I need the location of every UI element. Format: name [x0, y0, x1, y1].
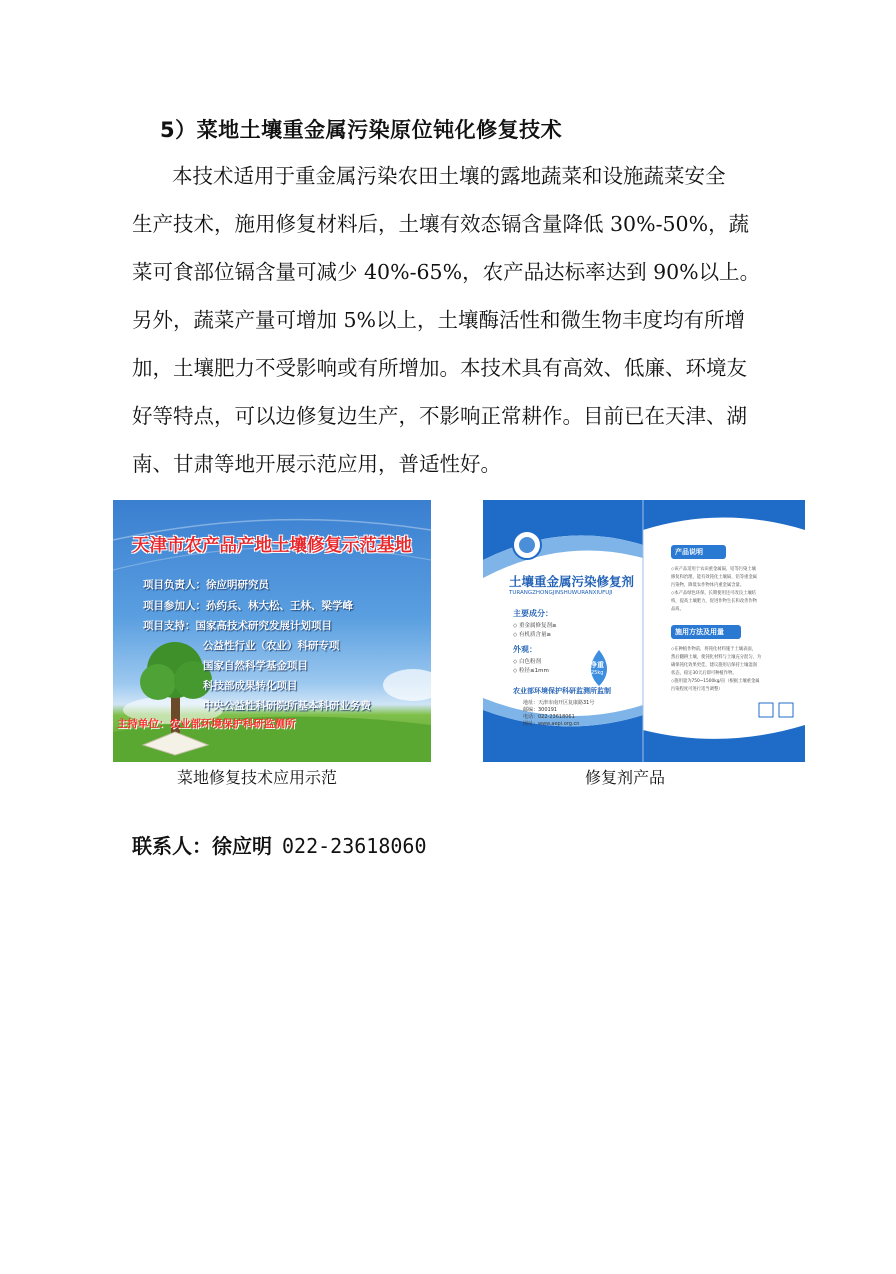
usage-line: 状态，稳定30天后即可种植作物。	[671, 671, 737, 676]
paragraph-line: 另外，蔬菜产量可增加 5%以上，土壤酶活性和微生物丰度均有所增	[132, 308, 746, 332]
ingredient-item: ◇ 重金属修复剂≥	[513, 623, 557, 629]
sign-line: 项目参加人：孙约兵、林大松、王林、梁学峰	[143, 600, 353, 612]
description-line: ◇该产品适用于农田重金属镉、铅等污染土壤	[671, 567, 756, 572]
sign-title: 天津市农产品产地土壤修复示范基地	[132, 536, 412, 556]
usage-line: 确保钝化效果更佳，建议施用后保持土壤湿润	[671, 663, 757, 668]
address-line: 地址：天津市南开区复康路31号	[523, 700, 595, 706]
appearance-label: 外观：	[513, 645, 537, 654]
paragraph-line: 好等特点，可以边修复边生产，不影响正常耕作。目前已在天津、湖	[132, 404, 747, 428]
sign-line: 项目支持：国家高技术研究发展计划项目	[143, 620, 332, 632]
paragraph-line: 本技术适用于重金属污染农田土壤的露地蔬菜和设施蔬菜安全	[172, 164, 726, 188]
sign-line: 公益性行业（农业）科研专项	[203, 640, 340, 652]
address-line: 邮编：300191	[523, 707, 558, 713]
address-line: 电话：022-23618061	[523, 714, 575, 720]
ingredient-item: ◇ 有机质含量≥	[513, 632, 552, 638]
paragraph-line: 南、甘肃等地开展示范应用，普适性好。	[132, 452, 501, 476]
product-description-title: 产品说明	[675, 548, 703, 556]
demo-base-photo	[113, 500, 431, 762]
usage-line: ◇在种植作物前，将钝化材料施于土壤表面，	[671, 647, 756, 652]
description-line: 污染物，降低农作物体内重金属含量。	[671, 583, 745, 588]
usage-title: 施用方法及用量	[675, 628, 724, 636]
net-weight-value: 25kg	[591, 670, 604, 676]
usage-line: 然后翻耕土壤，使钝化材料与土壤充分混匀，为	[671, 655, 762, 660]
paragraph-line: 加，土壤肥力不受影响或有所增加。本技术具有高效、低廉、环境友	[132, 356, 747, 380]
figure-caption-right: 修复剂产品	[585, 768, 666, 787]
paragraph-line: 菜可食部位镉含量可减少 40%-65%，农产品达标率达到 90%以上。	[132, 260, 761, 284]
product-pinyin: TURANGZHONGJINSHUWURANXIUFUJI	[509, 590, 613, 596]
paragraph-line: 生产技术，施用修复材料后，土壤有效态镉含量降低 30%-50%，蔬	[132, 212, 750, 236]
description-line: 构，提高土壤肥力，促进作物生长和改善作物	[671, 599, 757, 604]
description-line: ◇本产品绿色环保，长期使用还可改良土壤结	[671, 591, 756, 596]
sign-line: 主持单位：农业部环境保护科研监测所	[117, 718, 296, 730]
contact-line	[132, 830, 427, 859]
description-line: 修复和治理，能有效钝化土壤镉、铅等重金属	[671, 575, 757, 580]
body-paragraph	[132, 152, 766, 488]
usage-line: ◇施用量为750~1500kg/亩（根据土壤重金属	[671, 679, 760, 684]
maker-text: 农业部环境保护科研监测所监制	[513, 687, 611, 695]
net-weight-label: 净重	[590, 661, 604, 669]
sign-line: 项目负责人：徐应明研究员	[143, 579, 269, 591]
contact-phone: 022-23618060	[282, 834, 427, 858]
usage-line: 污染程度可进行适当调整）	[671, 687, 723, 692]
sign-line: 国家自然科学基金项目	[203, 660, 308, 672]
description-line: 品质。	[671, 607, 684, 612]
product-title: 土壤重金属污染修复剂	[509, 574, 635, 589]
appearance-item: ◇ 白色粉剂	[513, 659, 541, 665]
product-bag-photo	[483, 500, 805, 762]
sign-line: 中央公益性科研院所基本科研业务费	[203, 700, 371, 712]
sign-line: 科技部成果转化项目	[203, 680, 298, 692]
main-ingredients-label: 主要成分：	[513, 609, 553, 618]
appearance-item: ◇ 粒径≤1mm	[513, 668, 549, 674]
address-line: 网址：www.aepi.org.cn	[523, 721, 580, 727]
figure-caption-left: 菜地修复技术应用示范	[177, 768, 338, 787]
contact-label: 联系人：徐应明	[132, 834, 272, 858]
section-heading: 5）菜地土壤重金属污染原位钝化修复技术	[160, 118, 563, 142]
